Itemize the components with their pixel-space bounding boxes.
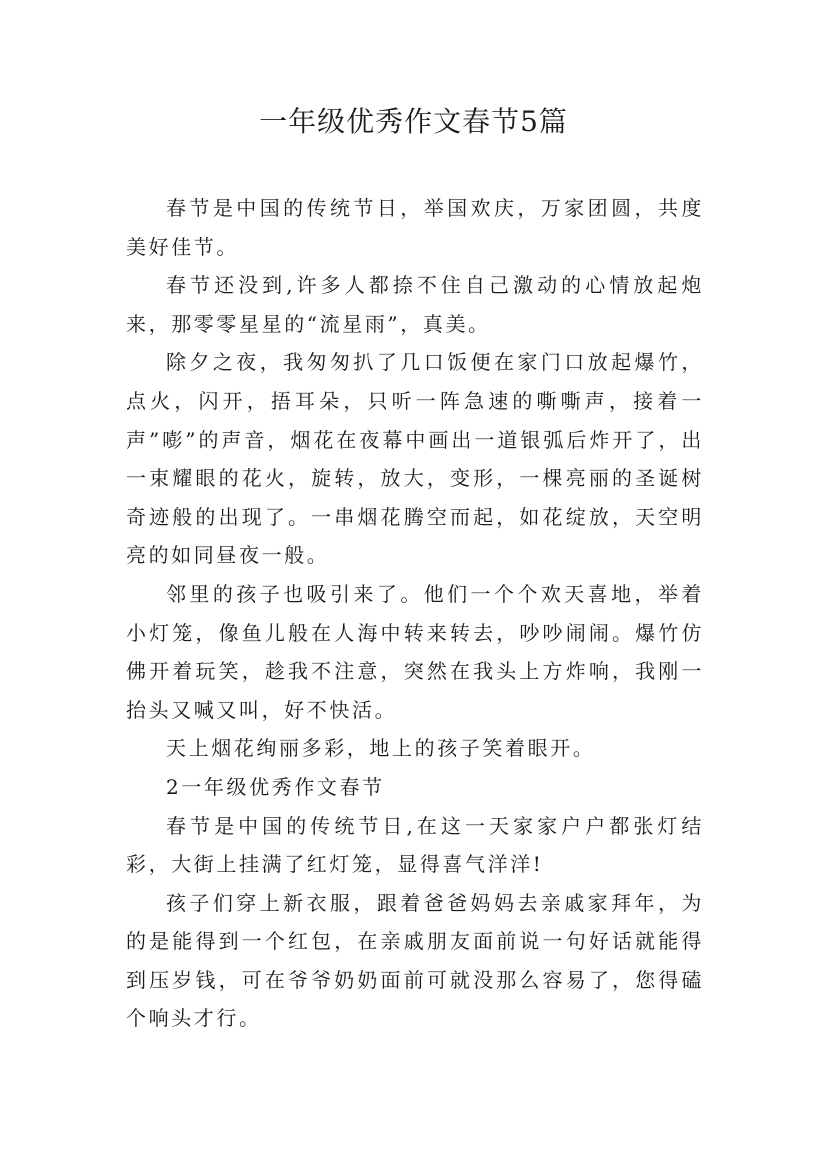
paragraph-5: 天上烟花绚丽多彩，地上的孩子笑着眼开。 <box>166 736 596 761</box>
paragraph-1: 春节是中国的传统节日，举国欢庆，万家团圆，共度美好佳节。 <box>126 196 704 259</box>
paragraph-3: 除夕之夜，我匆匆扒了几口饭便在家门口放起爆竹，点火，闪开，捂耳朵，只听一阵急速的嘶嘶声，接着一声”嘭”的声音，烟花在夜幕中画出一道银弧后炸开了，出一束耀眼的花火，旋转，放大，变形，一棵亮丽的圣诞树奇迹般的出现了。一串烟花腾空而起，如花绽放，天空明亮的如同昼夜一般。 <box>126 350 704 568</box>
paragraph-2: 春节还没到,许多人都捺不住自己激动的心情放起炮来，那零零星星的“流星雨”，真美。 <box>126 273 704 336</box>
paragraph-7: 孩子们穿上新衣服，跟着爸爸妈妈去亲戚家拜年，为的是能得到一个红包，在亲戚朋友面前说一句好话就能得到压岁钱，可在爷爷奶奶面前可就没那么容易了，您得磕个响头才行。 <box>126 890 704 1031</box>
article-body <box>126 189 704 1038</box>
paragraph-6: 春节是中国的传统节日,在这一天家家户户都张灯结彩，大街上挂满了红灯笼，显得喜气洋洋! <box>126 813 704 877</box>
paragraph-4: 邻里的孩子也吸引来了。他们一个个欢天喜地，举着小灯笼，像鱼儿般在人海中转来转去，吵吵闹闹。爆竹仿佛开着玩笑，趁我不注意，突然在我头上方炸响，我刚一抬头又喊又叫，好不快活。 <box>126 581 704 722</box>
page-title: 一年级优秀作文春节5篇 <box>259 105 568 138</box>
section-heading-2: 2一年级优秀作文春节 <box>166 774 385 799</box>
